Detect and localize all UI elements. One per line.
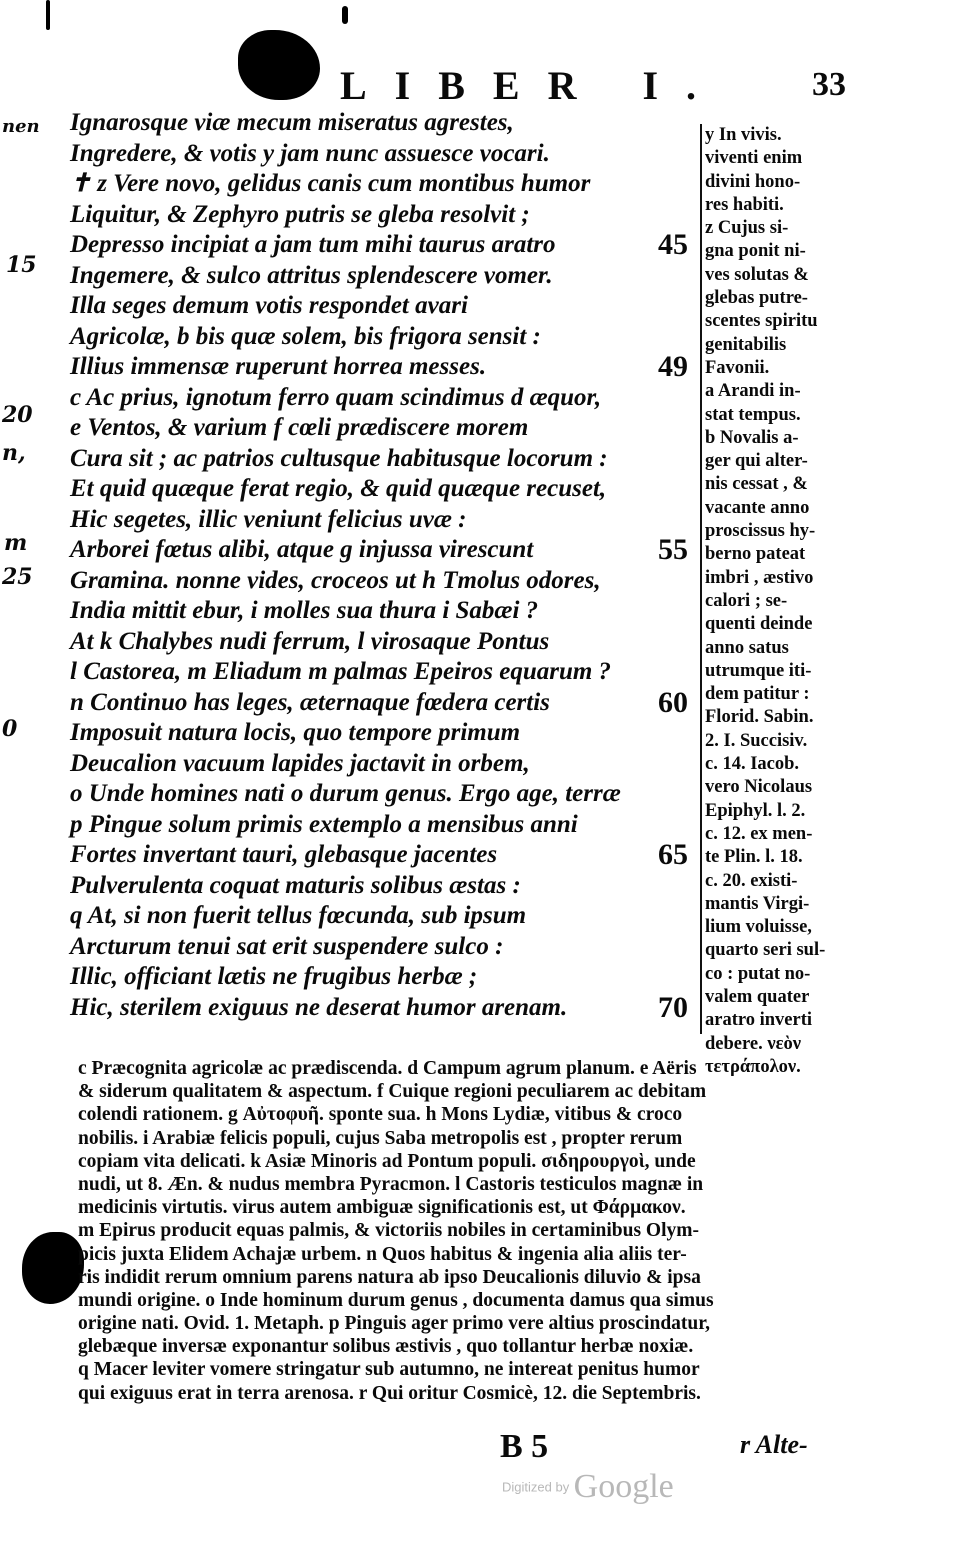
gloss-line: gna ponit ni-	[705, 241, 806, 262]
page-number: 33	[812, 66, 846, 103]
verse-line-text: e Ventos, & varium f cœli prædiscere morem	[70, 414, 529, 441]
verse-line-text: Illic, officiant lætis ne frugibus herbæ ;	[70, 963, 478, 990]
verse-line	[70, 718, 710, 749]
verse-line-text: Hic segetes, illic veniunt felicius uvæ :	[70, 505, 467, 533]
footnote-line: nobilis. i Arabiæ felicis populi, cujus Saba metropolis est , propter rerum	[78, 1127, 683, 1149]
verse-line	[70, 871, 710, 902]
verse-line-text: Arborei fœtus alibi, atque g injussa virescunt	[70, 536, 534, 563]
verse-line	[70, 413, 710, 444]
footnote-line: & siderum qualitatem & aspectum. f Cuique regioni peculiarem ac debitam	[78, 1081, 707, 1103]
gloss-line: viventi enim	[705, 148, 803, 169]
gloss-line: aratro inverti	[705, 1010, 813, 1031]
gloss-line: c. 14. Iacob.	[705, 754, 800, 775]
ink-blot-top	[238, 30, 320, 100]
verse-line-text: Illius immensæ ruperunt horrea messes.	[70, 353, 487, 380]
verse-line	[70, 685, 710, 719]
verse-line-text: Hic, sterilem exiguus ne deserat humor arenam.	[70, 993, 568, 1021]
verse-line-text: ✝ z Vere novo, gelidus canis cum montibus humor	[70, 170, 591, 197]
line-number: 65	[658, 838, 688, 871]
gloss-line: valem quater	[705, 986, 810, 1007]
verse-line-text: p Pingue solum primis extemplo a mensibus anni	[70, 810, 578, 838]
gloss-line: Florid. Sabin.	[705, 707, 814, 728]
gloss-line: Epiphyl. l. 2.	[705, 800, 806, 821]
verse-line	[70, 779, 710, 810]
footnotes	[78, 1057, 838, 1405]
ink-mark-top	[342, 6, 348, 24]
verse-line	[70, 566, 710, 597]
line-number: 49	[658, 350, 688, 383]
footnote-line: m Epirus producit equas palmis, & victoriis nobiles in certaminibus Olym-	[78, 1220, 699, 1242]
verse-line-text: Illa seges demum votis respondet avari	[70, 292, 468, 319]
gloss-line: vacante anno	[705, 497, 810, 518]
gloss-line: ger qui alter-	[705, 451, 808, 472]
gloss-line: vero Nicolaus	[705, 777, 813, 798]
gloss-line: nis cessat , &	[705, 474, 808, 495]
digitization-watermark	[502, 1468, 674, 1506]
gloss-line: c. 20. existi-	[705, 870, 798, 891]
verse-line	[70, 291, 710, 322]
verse-line	[70, 322, 710, 353]
gloss-line: co : putat no-	[705, 963, 811, 984]
verse-line-text: q At, si non fuerit tellus fœcunda, sub ipsum	[70, 902, 527, 929]
verse-line	[70, 596, 710, 627]
verse-line	[70, 444, 710, 475]
ink-blot-bottom	[22, 1232, 84, 1304]
ink-mark-top-left	[46, 0, 50, 30]
gloss-line: scentes spiritu	[705, 311, 818, 332]
margin-mark: 25	[2, 564, 33, 590]
gloss-line: imbri , æstivo	[705, 567, 814, 588]
footnote-line: ris indidit rerum omnium parens natura ab ipso Deucalionis diluvio & ipsa	[78, 1266, 701, 1288]
gloss-line: anno satus	[705, 637, 789, 658]
footnote-line: qui exiguus erat in terra arenosa. r Qui oritur Cosmicè, 12. die Septembris.	[78, 1382, 701, 1404]
gloss-line: utrumque iti-	[705, 660, 812, 681]
line-number: 55	[658, 533, 688, 566]
footnote-line: origine nati. Ovid. 1. Metaph. p Pinguis ager primo vere altius proscindatur,	[78, 1313, 710, 1335]
line-number: 70	[658, 990, 688, 1024]
gloss-line: proscissus hy-	[705, 521, 816, 542]
margin-mark: nen	[2, 116, 40, 137]
gloss-line: quarto seri sul-	[705, 940, 826, 961]
verse-line	[70, 657, 710, 688]
verse-line-text: n Continuo has leges, æternaque fœdera certis	[70, 688, 550, 716]
gloss-line: berno pateat	[705, 544, 806, 565]
verse-line	[70, 810, 710, 841]
google-logo: Google	[573, 1468, 674, 1505]
verse-line-text: c Ac prius, ignotum ferro quam scindimus d æquor,	[70, 383, 602, 411]
margin-mark: 0	[2, 716, 18, 742]
running-head: LIBER I.	[340, 63, 725, 108]
verse-line-text: Depresso incipiat a jam tum mihi taurus aratro	[70, 231, 556, 258]
signature-mark: B 5	[500, 1428, 549, 1465]
gloss-line: ves solutas &	[705, 264, 809, 285]
verse-line	[70, 962, 710, 993]
footnote-line: c Præcognita agricolæ ac prædiscenda. d Campum agrum planum. e Aëris	[78, 1058, 697, 1079]
footnote-line: copiam vita delicati. k Asiæ Minoris ad Pontum populi. σιδηρουργοὶ, unde	[78, 1150, 696, 1172]
gloss-line: lium voluisse,	[705, 917, 812, 938]
footnote-line: picis juxta Elidem Achajæ urbem. n Quos habitus & ingenia alia aliis ter-	[78, 1243, 687, 1265]
side-gloss	[705, 124, 847, 1079]
gloss-line: z Cujus si-	[705, 218, 789, 239]
footnote-line: q Macer leviter vomere stringatur sub autumno, ne intereat penitus humor	[78, 1359, 700, 1381]
margin-mark: n,	[2, 440, 26, 466]
verse-line	[70, 840, 710, 871]
footnote-line: nudi, ut 8. Æn. & nudus membra Pyracmon. l Castoris testiculos magnæ in	[78, 1173, 704, 1195]
gloss-line: 2. I. Succisiv.	[705, 730, 808, 751]
margin-mark: 20	[2, 402, 33, 428]
gloss-line: calori ; se-	[705, 590, 788, 611]
verse-line-text: Liquitur, & Zephyro putris se gleba resolvit ;	[70, 200, 530, 228]
gloss-line: b Novalis a-	[705, 427, 799, 448]
gloss-line: glebas putre-	[705, 288, 808, 309]
gloss-line: stat tempus.	[705, 404, 801, 425]
verse-line-text: l Castorea, m Eliadum m palmas Epeiros equarum ?	[70, 658, 612, 685]
verse-text	[70, 108, 710, 1023]
verse-line	[70, 749, 710, 780]
gloss-line: Favonii.	[705, 357, 770, 378]
verse-line-text: Imposuit natura locis, quo tempore primum	[70, 719, 521, 746]
verse-line	[70, 990, 710, 1024]
verse-line	[70, 535, 710, 566]
verse-line	[70, 627, 710, 658]
verse-line	[70, 200, 710, 231]
verse-line	[70, 474, 710, 505]
verse-line-text: Arcturum tenui sat erit suspendere sulco :	[70, 932, 504, 960]
gloss-line: c. 12. ex men-	[705, 823, 813, 844]
verse-line	[70, 901, 710, 932]
verse-line-text: Fortes invertant tauri, glebasque jacentes	[70, 841, 498, 868]
footnote-line: glebæque inversæ exponantur solibus æstivis , quo tollantur herbæ noxiæ.	[78, 1336, 694, 1358]
verse-line-text: At k Chalybes nudi ferrum, l virosaque Pontus	[70, 627, 550, 655]
verse-line-text: Pulverulenta coquat maturis solibus æstas :	[70, 871, 521, 899]
column-divider	[700, 124, 702, 1034]
footnote-line: colendi rationem. g Αὐτοφυῆ. sponte sua. h Mons Lydiæ, vitibus & croco	[78, 1104, 683, 1126]
verse-line-text: Deucalion vacuum lapides jactavit in orbem,	[70, 749, 530, 777]
footnote-line: medicinis virtutis. virus autem ambiguæ significationis est, ut Φάρμακον.	[78, 1197, 686, 1219]
footnote-line: mundi origine. o Inde hominum durum genus , documenta damus qua simus	[78, 1289, 714, 1311]
gloss-line: dem patitur :	[705, 684, 810, 705]
verse-line	[70, 261, 710, 292]
verse-line	[70, 505, 710, 536]
gloss-line: mantis Virgi-	[705, 893, 810, 914]
verse-line-text: Ingemere, & sulco attritus splendescere vomer.	[70, 261, 553, 289]
verse-line-text: o Unde homines nati o durum genus. Ergo age, terræ	[70, 780, 621, 807]
verse-line-text: Agricolæ, b bis quæ solem, bis frigora sensit :	[70, 322, 541, 350]
verse-line-text: Ignarosque viæ mecum miseratus agrestes,	[70, 109, 514, 136]
gloss-line: a Arandi in-	[705, 381, 801, 402]
verse-line	[70, 352, 710, 383]
gloss-line: divini hono-	[705, 171, 801, 192]
margin-mark: 15	[6, 252, 37, 278]
gloss-line: τετράπολον.	[705, 1056, 801, 1077]
verse-line	[70, 230, 710, 261]
verse-line	[70, 139, 710, 170]
catchword: r Alte-	[740, 1430, 808, 1459]
margin-mark: m	[4, 530, 28, 556]
verse-line	[70, 383, 710, 414]
gloss-line: res habiti.	[705, 194, 784, 215]
gloss-line: y In vivis.	[705, 125, 782, 145]
verse-line-text: Ingredere, & votis y jam nunc assuesce vocari.	[70, 139, 550, 167]
watermark-prefix: Digitized by	[502, 1479, 570, 1495]
verse-line	[70, 108, 710, 139]
verse-line	[70, 169, 710, 200]
verse-line-text: Gramina. nonne vides, croceos ut h Tmolus odores,	[70, 566, 601, 594]
gloss-line: genitabilis	[705, 334, 787, 355]
gloss-line: te Plin. l. 18.	[705, 847, 803, 868]
verse-line	[70, 932, 710, 963]
line-number: 60	[658, 685, 688, 719]
verse-line-text: Et quid quæque ferat regio, & quid quæque recuset,	[70, 475, 607, 502]
verse-line-text: India mittit ebur, i molles sua thura i Sabæi ?	[70, 597, 539, 624]
verse-line-text: Cura sit ; ac patrios cultusque habitusque locorum :	[70, 444, 608, 472]
gloss-line: debere. νεὸν	[705, 1033, 802, 1054]
line-number: 45	[658, 228, 688, 261]
gloss-line: quenti deinde	[705, 614, 813, 635]
